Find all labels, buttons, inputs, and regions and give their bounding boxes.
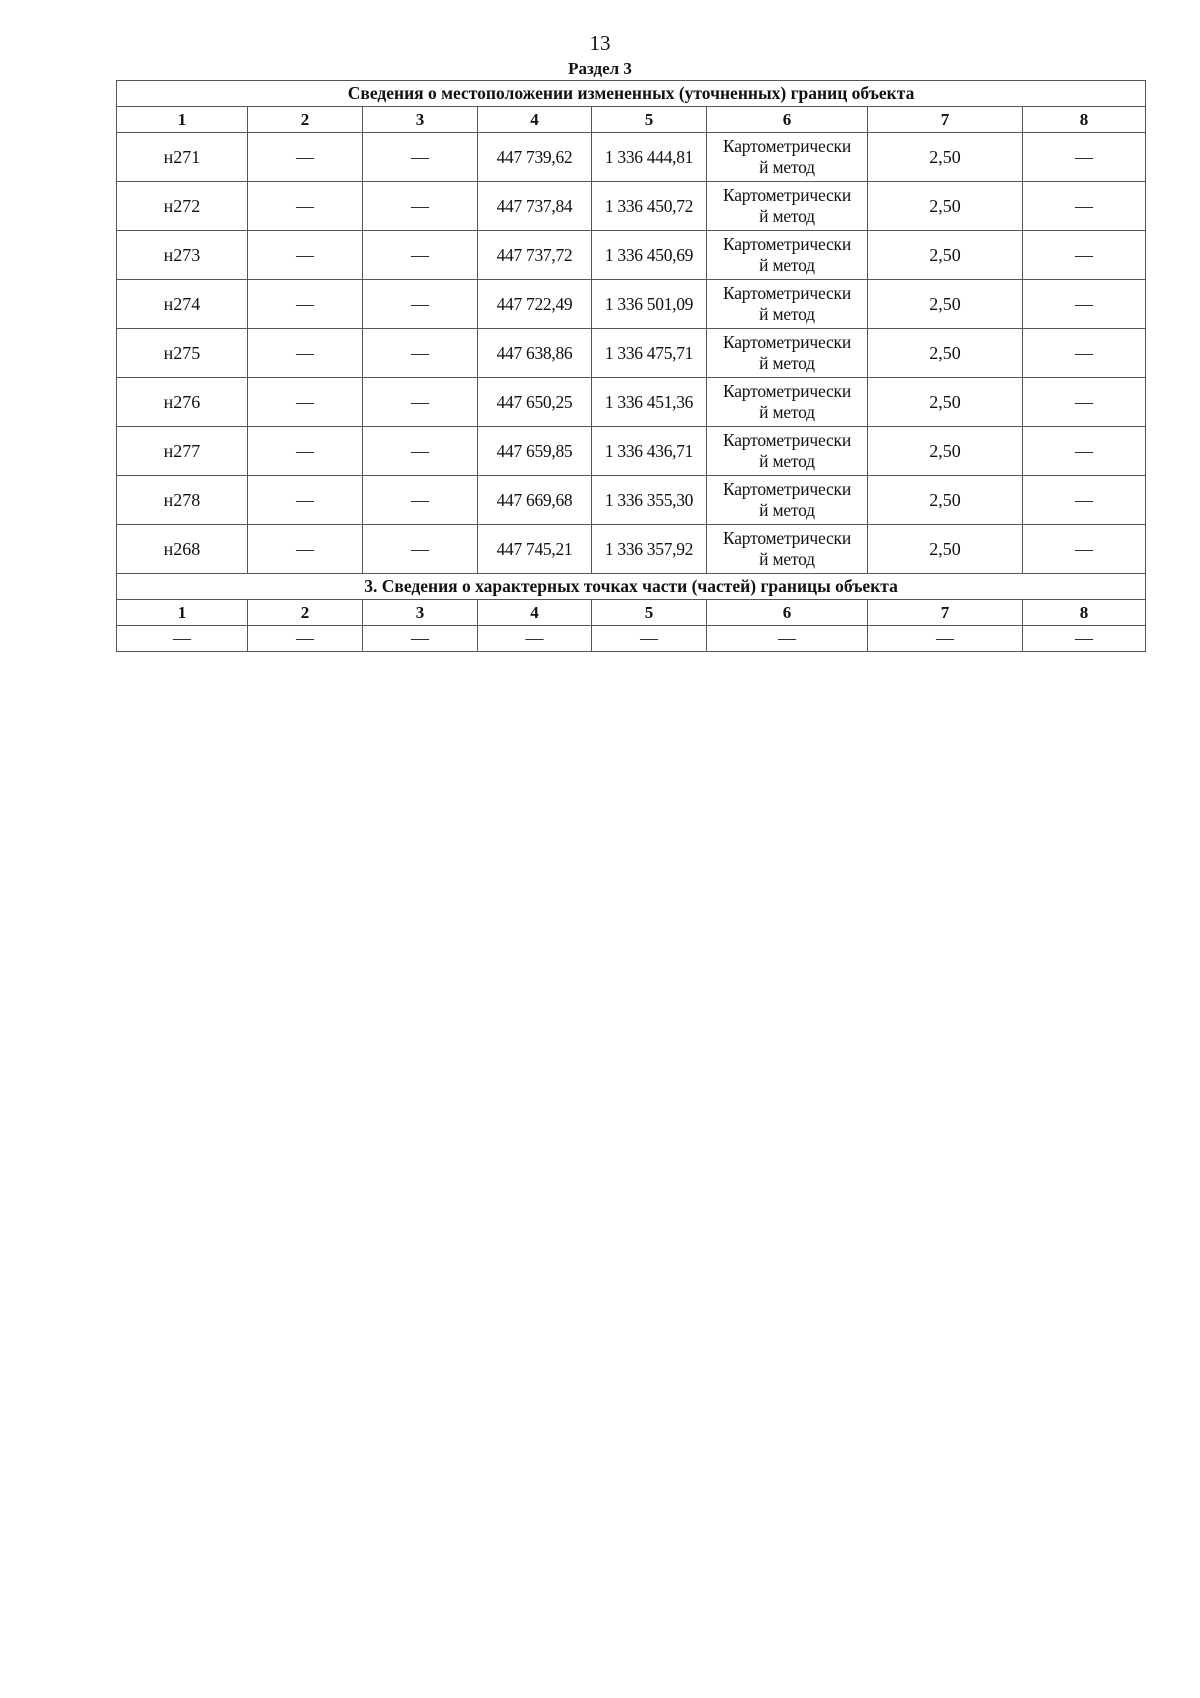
column-number: 8 (1023, 600, 1146, 626)
column2-cell: — (248, 280, 363, 329)
empty-cell: — (592, 626, 707, 652)
column2-cell: — (248, 231, 363, 280)
point-id-cell: н275 (117, 329, 248, 378)
accuracy-cell: 2,50 (868, 378, 1023, 427)
column-number: 3 (363, 107, 478, 133)
table-row (117, 280, 1146, 329)
column3-cell: — (363, 182, 478, 231)
point-id-cell: н272 (117, 182, 248, 231)
x-coordinate-cell: 447 659,85 (478, 427, 592, 476)
column2-cell: — (248, 329, 363, 378)
section-title: Раздел 3 (568, 59, 632, 78)
column-number: 5 (592, 600, 707, 626)
column8-cell: — (1023, 476, 1146, 525)
method-line-2: й метод (759, 500, 815, 520)
accuracy-cell: 2,50 (868, 476, 1023, 525)
point-id-cell: н274 (117, 280, 248, 329)
table-row (117, 476, 1146, 525)
boundary-table (116, 80, 1146, 652)
x-coordinate-cell: 447 722,49 (478, 280, 592, 329)
x-coordinate-cell: 447 737,84 (478, 182, 592, 231)
method-cell (707, 378, 868, 427)
table2-title-row (117, 574, 1146, 600)
x-coordinate-cell: 447 745,21 (478, 525, 592, 574)
method-cell (707, 525, 868, 574)
method-line-1: Картометрически (722, 234, 852, 254)
method-cell (707, 133, 868, 182)
table2-title: 3. Сведения о характерных точках части (частей) границы объекта (117, 574, 1146, 600)
method-cell (707, 182, 868, 231)
column-number: 1 (117, 600, 248, 626)
column-number: 4 (478, 107, 592, 133)
empty-cell: — (707, 626, 868, 652)
accuracy-cell: 2,50 (868, 427, 1023, 476)
column2-cell: — (248, 427, 363, 476)
point-id-cell: н277 (117, 427, 248, 476)
column-number: 1 (117, 107, 248, 133)
table-row (117, 378, 1146, 427)
method-line-2: й метод (759, 402, 815, 422)
x-coordinate-cell: 447 669,68 (478, 476, 592, 525)
y-coordinate-cell: 1 336 475,71 (592, 329, 707, 378)
method-line-1: Картометрически (722, 332, 852, 352)
method-line-2: й метод (759, 157, 815, 177)
x-coordinate-cell: 447 739,62 (478, 133, 592, 182)
method-line-2: й метод (759, 353, 815, 373)
y-coordinate-cell: 1 336 355,30 (592, 476, 707, 525)
y-coordinate-cell: 1 336 451,36 (592, 378, 707, 427)
column8-cell: — (1023, 182, 1146, 231)
column3-cell: — (363, 133, 478, 182)
column8-cell: — (1023, 133, 1146, 182)
point-id-cell: н278 (117, 476, 248, 525)
method-line-1: Картометрически (722, 136, 852, 156)
method-line-1: Картометрически (722, 283, 852, 303)
method-line-2: й метод (759, 549, 815, 569)
column8-cell: — (1023, 378, 1146, 427)
column3-cell: — (363, 427, 478, 476)
column3-cell: — (363, 476, 478, 525)
table-row (117, 133, 1146, 182)
table-row (117, 182, 1146, 231)
method-line-2: й метод (759, 255, 815, 275)
table-row (117, 427, 1146, 476)
column8-cell: — (1023, 329, 1146, 378)
method-cell (707, 329, 868, 378)
empty-cell: — (117, 626, 248, 652)
accuracy-cell: 2,50 (868, 182, 1023, 231)
column2-cell: — (248, 182, 363, 231)
method-line-2: й метод (759, 206, 815, 226)
column8-cell: — (1023, 231, 1146, 280)
method-line-2: й метод (759, 304, 815, 324)
table-row (117, 626, 1146, 652)
empty-cell: — (363, 626, 478, 652)
method-line-2: й метод (759, 451, 815, 471)
column-number: 2 (248, 107, 363, 133)
x-coordinate-cell: 447 650,25 (478, 378, 592, 427)
column3-cell: — (363, 525, 478, 574)
method-line-1: Картометрически (722, 381, 852, 401)
column8-cell: — (1023, 280, 1146, 329)
column2-cell: — (248, 133, 363, 182)
column-number: 6 (707, 600, 868, 626)
column2-cell: — (248, 378, 363, 427)
column3-cell: — (363, 329, 478, 378)
column-number: 8 (1023, 107, 1146, 133)
column-number: 3 (363, 600, 478, 626)
method-line-1: Картометрически (722, 528, 852, 548)
accuracy-cell: 2,50 (868, 329, 1023, 378)
table-row (117, 329, 1146, 378)
table1-column-numbers (117, 107, 1146, 133)
column-number: 7 (868, 107, 1023, 133)
column-number: 7 (868, 600, 1023, 626)
y-coordinate-cell: 1 336 450,72 (592, 182, 707, 231)
empty-cell: — (1023, 626, 1146, 652)
point-id-cell: н268 (117, 525, 248, 574)
column2-cell: — (248, 525, 363, 574)
x-coordinate-cell: 447 737,72 (478, 231, 592, 280)
column-number: 5 (592, 107, 707, 133)
method-cell (707, 231, 868, 280)
column8-cell: — (1023, 525, 1146, 574)
accuracy-cell: 2,50 (868, 231, 1023, 280)
accuracy-cell: 2,50 (868, 280, 1023, 329)
y-coordinate-cell: 1 336 436,71 (592, 427, 707, 476)
column2-cell: — (248, 476, 363, 525)
method-line-1: Картометрически (722, 479, 852, 499)
method-cell (707, 427, 868, 476)
point-id-cell: н271 (117, 133, 248, 182)
table2-column-numbers (117, 600, 1146, 626)
empty-cell: — (868, 626, 1023, 652)
column-number: 6 (707, 107, 868, 133)
x-coordinate-cell: 447 638,86 (478, 329, 592, 378)
column3-cell: — (363, 231, 478, 280)
y-coordinate-cell: 1 336 450,69 (592, 231, 707, 280)
column8-cell: — (1023, 427, 1146, 476)
column-number: 4 (478, 600, 592, 626)
point-id-cell: н273 (117, 231, 248, 280)
method-line-1: Картометрически (722, 185, 852, 205)
empty-cell: — (478, 626, 592, 652)
y-coordinate-cell: 1 336 444,81 (592, 133, 707, 182)
method-cell (707, 476, 868, 525)
table1-title-row (117, 81, 1146, 107)
page-number: 13 (589, 31, 611, 55)
column-number: 2 (248, 600, 363, 626)
point-id-cell: н276 (117, 378, 248, 427)
y-coordinate-cell: 1 336 501,09 (592, 280, 707, 329)
y-coordinate-cell: 1 336 357,92 (592, 525, 707, 574)
table1-title: Сведения о местоположении измененных (уточненных) границ объекта (117, 81, 1146, 107)
table-row (117, 525, 1146, 574)
accuracy-cell: 2,50 (868, 525, 1023, 574)
column3-cell: — (363, 378, 478, 427)
table-row (117, 231, 1146, 280)
method-line-1: Картометрически (722, 430, 852, 450)
empty-cell: — (248, 626, 363, 652)
accuracy-cell: 2,50 (868, 133, 1023, 182)
column3-cell: — (363, 280, 478, 329)
method-cell (707, 280, 868, 329)
